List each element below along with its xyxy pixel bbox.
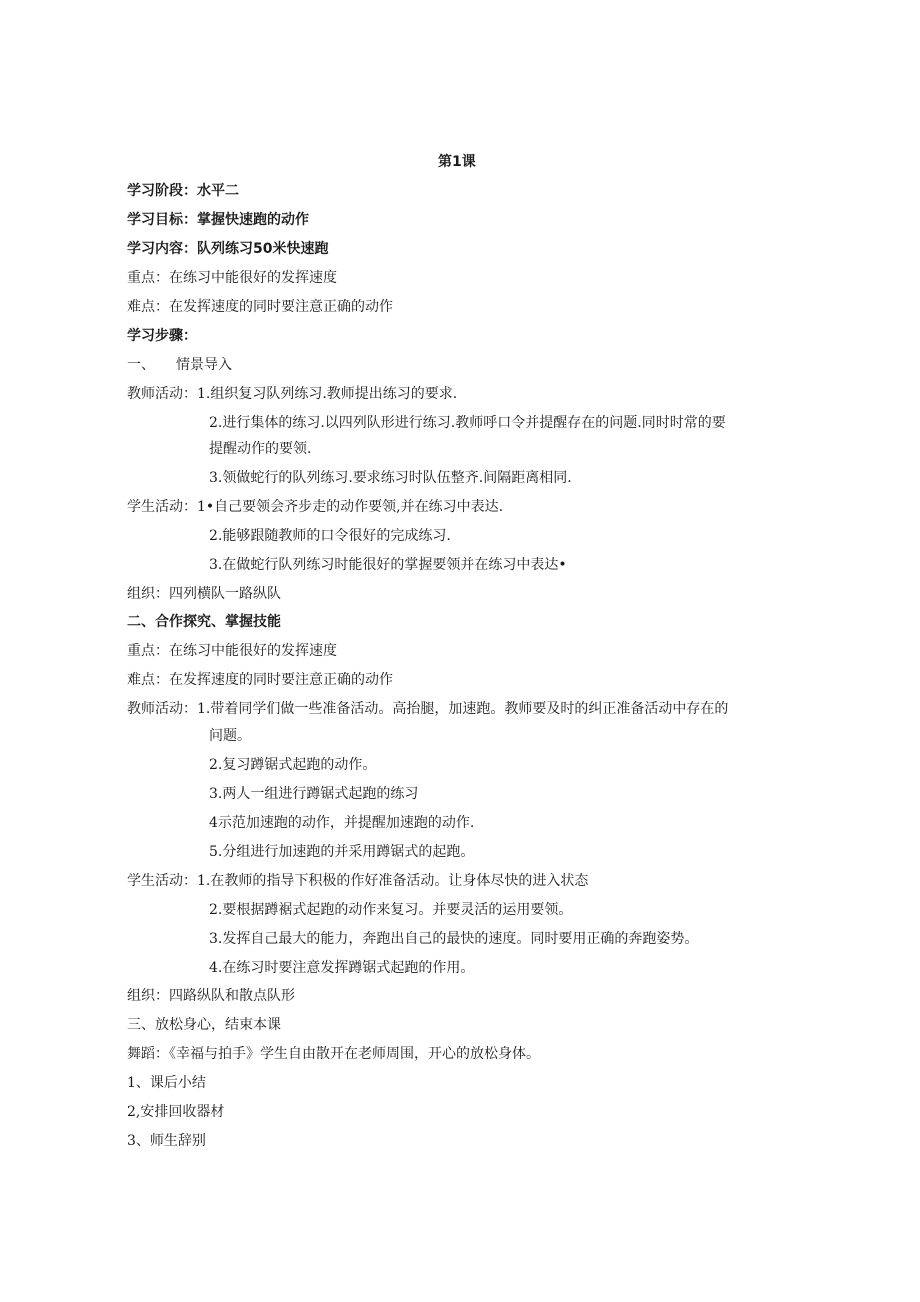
goal-line: 学习目标：掌握快速跑的动作 <box>127 212 309 228</box>
key-point-line: 重点：在练习中能很好的发挥速度 <box>127 270 337 286</box>
teacher-activity-b1-cont: 问题。 <box>209 728 251 744</box>
section-3-heading: 三、放松身心，结束本课 <box>127 1017 281 1033</box>
teacher-activity-b3: 3.两人一组进行蹲锯式起跑的练习 <box>209 786 419 802</box>
summary-item-3: 3、师生辞别 <box>127 1133 206 1149</box>
section-2-heading: 二、合作探究、掌握技能 <box>127 614 281 630</box>
teacher-activity-b2: 2.复习蹲锯式起跑的动作。 <box>209 757 377 773</box>
summary-item-2: 2,安排回收器材 <box>127 1104 225 1120</box>
summary-item-1: 1、课后小结 <box>127 1075 206 1091</box>
teacher-activity-2: 2.进行集体的练习.以四列队形进行练习.教师呼口令并提醒存在的问题.同时时常的要 <box>209 415 726 431</box>
content-line: 学习内容：队列练习50米快速跑 <box>127 241 329 257</box>
student-activity-b2: 2.要根据蹲裾式起跑的动作来复习。并要灵活的运用要领。 <box>209 902 573 918</box>
teacher-activity-3: 3.领做蛇行的队列练习.要求练习时队伍整齐.间隔距离相同. <box>209 470 572 486</box>
teacher-activity-b1: 教师活动：1.带着同学们做一些准备活动。高抬腿，加速跑。教师要及时的纠正准备活动中存在的 <box>127 701 729 717</box>
student-activity-b4: 4.在练习时要注意发挥蹲锯式起跑的作用。 <box>209 960 475 976</box>
teacher-activity-2-cont: 提醒动作的要领. <box>209 441 312 457</box>
student-activity-3: 3.在做蛇行队列练习时能很好的掌握要领并在练习中表达• <box>209 557 567 573</box>
organization-line-1: 组织：四列横队一路纵队 <box>127 586 281 602</box>
student-activity-b3: 3.发挥自己最大的能力，奔跑出自己的最快的速度。同时要用正确的奔跑姿势。 <box>209 931 699 947</box>
stage-line: 学习阶段：水平二 <box>127 183 239 199</box>
difficulty-line: 难点：在发挥速度的同时要注意正确的动作 <box>127 299 393 315</box>
section-1-heading: 一、 情景导入 <box>127 357 232 373</box>
student-activity-b1: 学生活动：1.在教师的指导下积极的作好准备活动。让身体尽快的进入状态 <box>127 873 589 889</box>
teacher-activity-b5: 5.分组进行加速跑的并采用蹲锯式的起跑。 <box>209 844 475 860</box>
steps-heading: 学习步骤： <box>127 328 197 344</box>
organization-line-2: 组织：四路纵队和散点队形 <box>127 988 295 1004</box>
student-activity-1: 学生活动：1•自己要领会齐步走的动作要领,并在练习中表达. <box>127 499 504 515</box>
student-activity-2: 2.能够跟随教师的口令很好的完成练习. <box>209 528 451 544</box>
lesson-title: 第1课 <box>438 154 476 170</box>
dance-line: 舞蹈：《幸福与拍手》学生自由散开在老师周围，开心的放松身体。 <box>127 1046 540 1062</box>
difficulty-line-2: 难点：在发挥速度的同时要注意正确的动作 <box>127 672 393 688</box>
teacher-activity-1: 教师活动：1.组织复习队列练习.教师提出练习的要求. <box>127 386 458 402</box>
teacher-activity-b4: 4示范加速跑的动作，并提醒加速跑的动作. <box>209 815 475 831</box>
key-point-line-2: 重点：在练习中能很好的发挥速度 <box>127 643 337 659</box>
